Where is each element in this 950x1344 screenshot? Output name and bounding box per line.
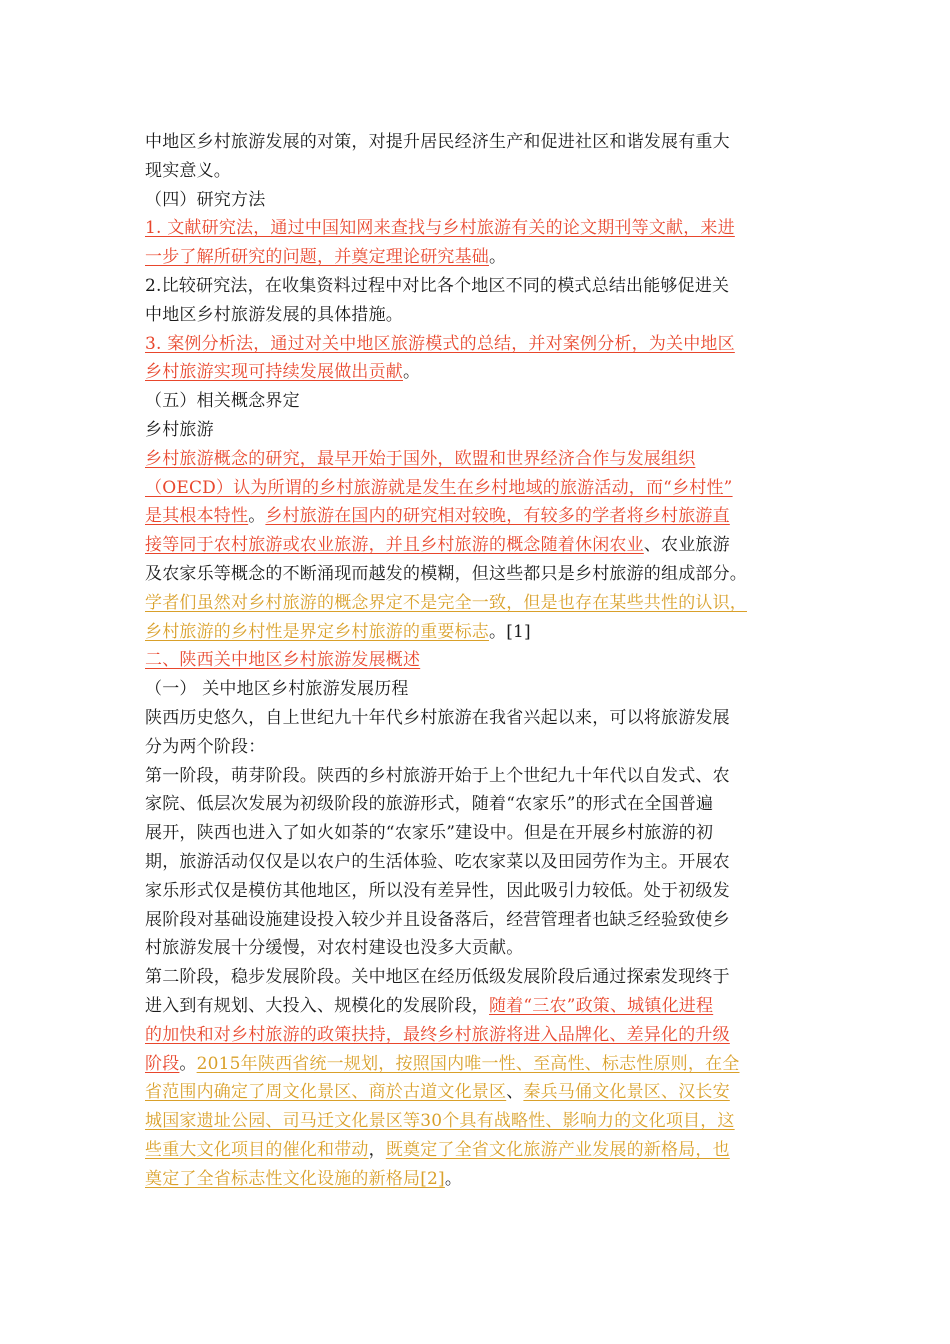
yellow-annotated-text: 城国家遗址公园、司马迁文化景区等30个具有战略性、影响力的文化项目，这	[145, 1111, 735, 1132]
text-line	[145, 301, 810, 330]
text-line	[145, 387, 810, 416]
text-line	[145, 272, 810, 301]
yellow-annotated-text: 既奠定了全省文化旅游产业发展的新格局，也	[385, 1139, 730, 1160]
text-line	[145, 618, 810, 647]
text-line	[145, 906, 810, 935]
text-segment: 进入到有规划、大投入、规模化的发展阶段，	[145, 995, 489, 1016]
text-segment: 及农家乐等概念的不断涌现而越发的模糊，但这些都只是乡村旅游的组成部分。	[145, 563, 747, 584]
text-line	[145, 848, 810, 877]
red-annotated-text: 阶段	[145, 1053, 180, 1074]
document-body	[145, 128, 810, 1193]
text-segment: 。[1]	[489, 621, 531, 642]
text-line	[145, 1021, 810, 1050]
red-annotated-text: 二、陕西关中地区乡村旅游发展概述	[145, 650, 421, 671]
yellow-annotated-text: 省范围内确定了周文化景区、商於古道文化景区	[145, 1082, 507, 1103]
text-line	[145, 531, 810, 560]
text-line	[145, 992, 810, 1021]
text-segment: 。	[444, 1168, 463, 1189]
text-segment: 分为两个阶段：	[145, 736, 266, 757]
red-annotated-text: 是其根本特性	[145, 506, 249, 527]
text-line	[145, 214, 810, 243]
yellow-annotated-text: 学者们虽然对乡村旅游的概念界定不是完全一致，但是也存在某些共性的认识，	[145, 592, 747, 613]
text-segment: 。	[248, 506, 266, 527]
text-line	[145, 502, 810, 531]
text-line	[145, 243, 810, 272]
text-line	[145, 790, 810, 819]
text-segment: 村旅游发展十分缓慢，对农村建设也没多大贡献。	[145, 938, 524, 959]
text-line	[145, 1078, 810, 1107]
text-line	[145, 819, 810, 848]
text-segment: 期，旅游活动仅仅是以农户的生活体验、吃农家菜以及田园劳作为主。开展农	[145, 851, 730, 872]
text-segment: ，	[368, 1139, 386, 1160]
text-line	[145, 762, 810, 791]
text-line	[145, 1050, 810, 1079]
text-line	[145, 560, 810, 589]
red-annotated-text: 乡村旅游在国内的研究相对较晚，有较多的学者将乡村旅游直	[265, 506, 730, 527]
red-annotated-text: 乡村旅游实现可持续发展做出贡献	[145, 362, 403, 383]
text-line	[145, 186, 810, 215]
red-annotated-text: 随着“三农”政策、城镇化进程	[489, 995, 714, 1016]
red-annotated-text: 乡村旅游概念的研究，最早开始于国外，欧盟和世界经济合作与发展组织	[145, 448, 696, 469]
text-segment: 陕西历史悠久，自上世纪九十年代乡村旅游在我省兴起以来，可以将旅游发展	[145, 707, 730, 728]
text-segment: 展开，陕西也进入了如火如荼的“农家乐”建设中。但是在开展乡村旅游的初	[145, 823, 714, 844]
red-annotated-text: 一步了解所研究的问题，并奠定理论研究基础	[145, 247, 489, 268]
red-annotated-text: 3. 案例分析法，通过对关中地区旅游模式的总结，并对案例分析，为关中地区	[145, 333, 735, 354]
text-line	[145, 157, 810, 186]
text-line	[145, 445, 810, 474]
text-segment: 。	[179, 1053, 197, 1074]
text-line	[145, 675, 810, 704]
text-line	[145, 358, 810, 387]
text-segment: 现实意义。	[145, 160, 231, 181]
text-segment: 家院、低层次发展为初级阶段的旅游形式，随着“农家乐”的形式在全国普遍	[145, 794, 714, 815]
yellow-annotated-text: 乡村旅游的乡村性是界定乡村旅游的重要标志	[145, 621, 489, 642]
text-segment: 2.比较研究法，在收集资料过程中对比各个地区不同的模式总结出能够促进关	[145, 275, 730, 296]
text-segment: 、农业旅游	[643, 535, 730, 556]
text-segment: 中地区乡村旅游发展的对策，对提升居民经济生产和促进社区和谐发展有重大	[145, 132, 730, 152]
yellow-annotated-text: 奠定了全省标志性文化设施的新格局[2]	[145, 1168, 445, 1189]
text-line	[145, 330, 810, 359]
text-line	[145, 1165, 810, 1194]
text-segment: 乡村旅游	[145, 419, 214, 440]
yellow-annotated-text: 些重大文化项目的催化和带动	[145, 1139, 369, 1160]
text-line	[145, 416, 810, 445]
text-segment: 中地区乡村旅游发展的具体措施。	[145, 304, 403, 325]
text-line	[145, 589, 810, 618]
text-line	[145, 646, 810, 675]
text-segment: 第一阶段，萌芽阶段。陕西的乡村旅游开始于上个世纪九十年代以自发式、农	[145, 765, 730, 786]
text-segment: 、	[506, 1082, 524, 1103]
red-annotated-text: 接等同于农村旅游或农业旅游，并且乡村旅游的概念随着休闲农业	[145, 535, 644, 556]
text-segment: 第二阶段，稳步发展阶段。关中地区在经历低级发展阶段后通过探索发现终于	[145, 967, 730, 988]
red-annotated-text: （OECD）认为所谓的乡村旅游就是发生在乡村地域的旅游活动，而“乡村性”	[145, 477, 733, 498]
text-segment: 。	[489, 247, 507, 268]
text-line	[145, 963, 810, 992]
text-line	[145, 934, 810, 963]
text-segment: （四）研究方法	[145, 189, 266, 210]
yellow-annotated-text: 秦兵马俑文化景区、汉长安	[523, 1082, 730, 1103]
text-line	[145, 128, 810, 157]
yellow-annotated-text: 2015年陕西省统一规划，按照国内唯一性、至高性、标志性原则，在全	[196, 1053, 740, 1074]
text-segment: 展阶段对基础设施建设投入较少并且设备落后，经营管理者也缺乏经验致使乡	[145, 909, 730, 930]
text-line	[145, 733, 810, 762]
text-segment: 家乐形式仅是模仿其他地区，所以没有差异性，因此吸引力较低。处于初级发	[145, 880, 730, 901]
red-annotated-text: 的加快和对乡村旅游的政策扶持，最终乡村旅游将进入品牌化、差异化的升级	[145, 1024, 730, 1045]
text-line	[145, 1107, 810, 1136]
text-line	[145, 877, 810, 906]
text-segment: 。	[403, 362, 421, 383]
text-line	[145, 474, 810, 503]
text-line	[145, 704, 810, 733]
text-segment: （五）相关概念界定	[145, 391, 300, 412]
text-line	[145, 1136, 810, 1165]
red-annotated-text: 1. 文献研究法，通过中国知网来查找与乡村旅游有关的论文期刊等文献，来进	[145, 218, 735, 239]
text-segment: （一） 关中地区乡村旅游发展历程	[145, 679, 409, 700]
